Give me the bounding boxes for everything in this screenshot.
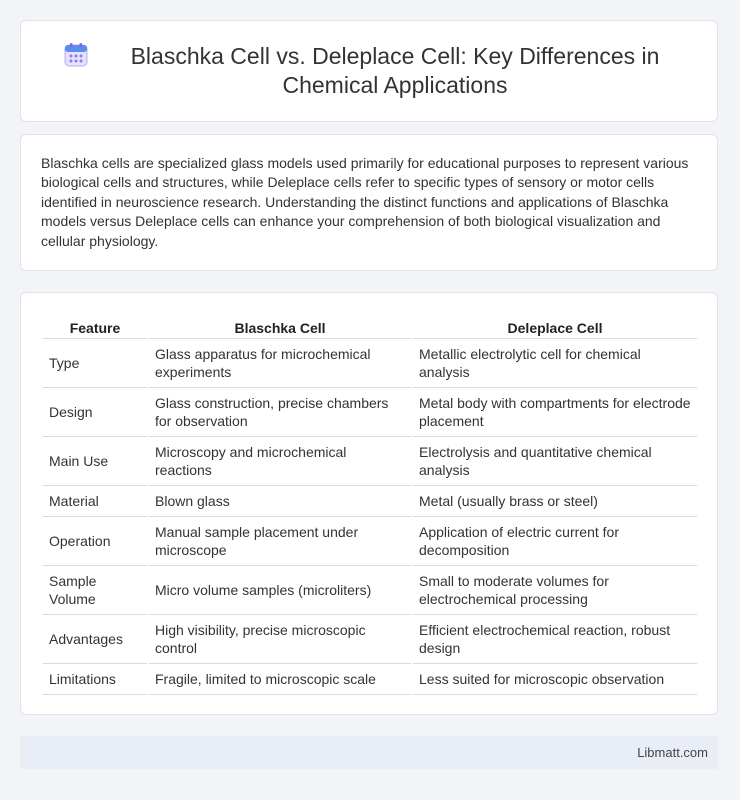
feature-cell: Material [43,486,147,517]
deleplace-cell: Metallic electrolytic cell for chemical analysis [413,339,697,388]
blaschka-cell: High visibility, precise microscopic control [149,615,411,664]
feature-cell: Design [43,388,147,437]
table-row [43,615,697,664]
table-header-row [43,315,697,339]
deleplace-cell: Electrolysis and quantitative chemical analysis [413,437,697,486]
deleplace-cell: Less suited for microscopic observation [413,664,697,695]
deleplace-cell: Small to moderate volumes for electrochemical processing [413,566,697,615]
deleplace-cell: Metal (usually brass or steel) [413,486,697,517]
table-row [43,437,697,486]
table-row [43,339,697,388]
table-row [43,388,697,437]
blaschka-cell: Glass construction, precise chambers for observation [149,388,411,437]
blaschka-cell: Microscopy and microchemical reactions [149,437,411,486]
column-header-deleplace: Deleplace Cell [413,315,697,339]
header-card [20,20,718,122]
deleplace-cell: Metal body with compartments for electrode placement [413,388,697,437]
feature-cell: Operation [43,517,147,566]
page-title: Blaschka Cell vs. Deleplace Cell: Key Differences in Chemical Applications [130,43,660,98]
intro-text: Blaschka cells are specialized glass models used primarily for educational purposes to represent various biological cells and structures, while Deleplace cells refer to specific types of sensory or motor cells identified in neuroscience research. Understanding the distinct functions and applications of Blaschka models versus Deleplace cells can enhance your comprehension of both biological visualization and cellular physiology. [41,155,689,249]
blaschka-cell: Blown glass [149,486,411,517]
feature-cell: Sample Volume [43,566,147,615]
blaschka-cell: Glass apparatus for microchemical experiments [149,339,411,388]
footer [20,736,718,769]
footer-site-link[interactable]: Libmatt.com [637,745,708,760]
intro-card [20,134,718,271]
blaschka-cell: Micro volume samples (microliters) [149,566,411,615]
table-row [43,566,697,615]
comparison-table-card [20,292,718,715]
feature-cell: Main Use [43,437,147,486]
column-header-blaschka: Blaschka Cell [149,315,411,339]
comparison-table [41,315,699,695]
blaschka-cell: Manual sample placement under microscope [149,517,411,566]
table-row [43,517,697,566]
feature-cell: Type [43,339,147,388]
feature-cell: Limitations [43,664,147,695]
deleplace-cell: Efficient electrochemical reaction, robust design [413,615,697,664]
table-row [43,664,697,695]
blaschka-cell: Fragile, limited to microscopic scale [149,664,411,695]
table-row [43,486,697,517]
column-header-feature: Feature [43,315,147,339]
feature-cell: Advantages [43,615,147,664]
deleplace-cell: Application of electric current for decomposition [413,517,697,566]
calendar-icon [63,42,89,68]
